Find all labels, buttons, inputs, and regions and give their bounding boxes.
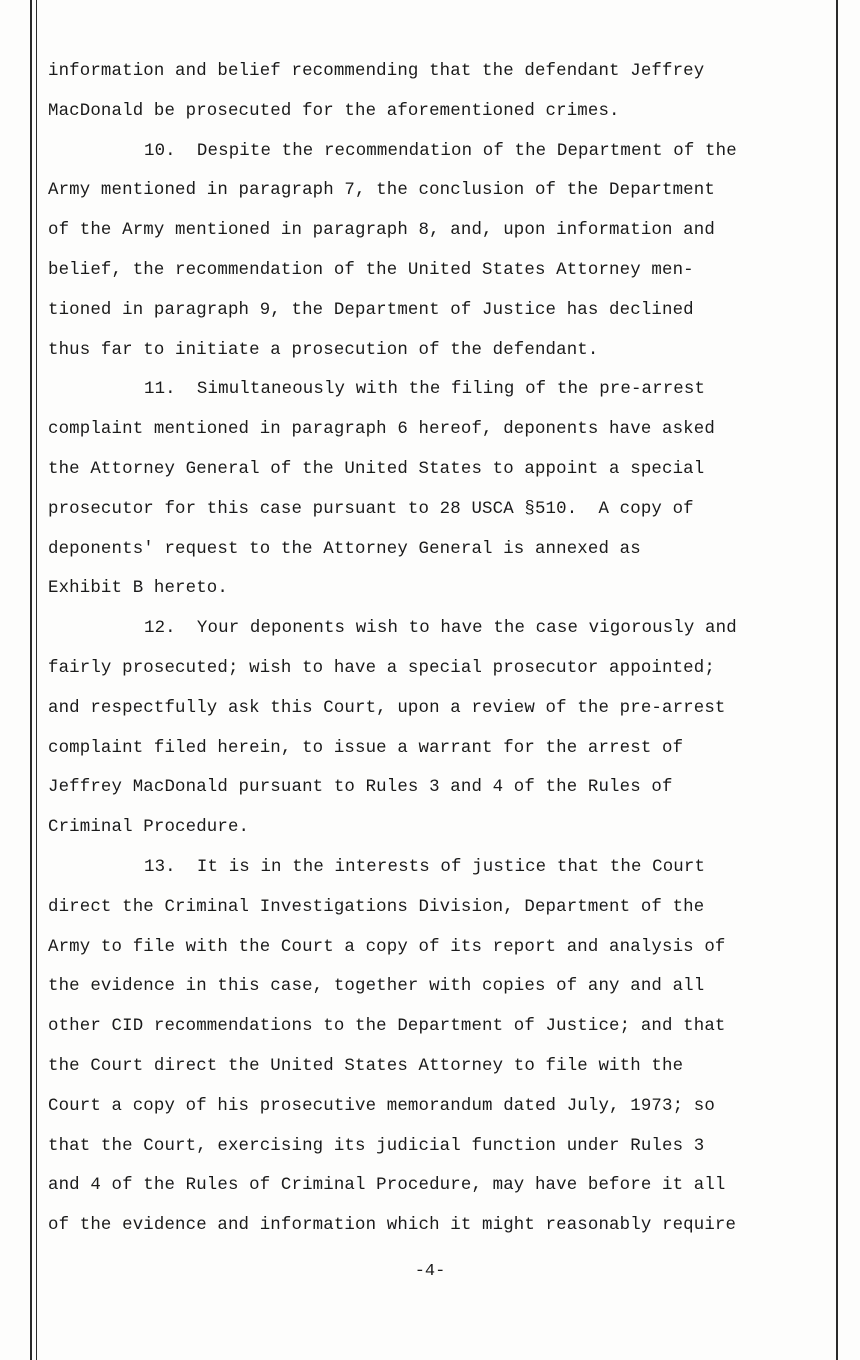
text-line: Court a copy of his prosecutive memorandum dated July, 1973; so [48,1096,715,1116]
text-line: Criminal Procedure. [48,818,250,838]
text-line: the evidence in this case, together with copies of any and all [48,977,705,997]
left-margin-rule [30,0,32,1360]
text-line: prosecutor for this case pursuant to 28 USCA §510. A copy of [48,499,694,519]
text-line: and respectfully ask this Court, upon a review of the pre-arrest [48,698,726,718]
text-line: other CID recommendations to the Department of Justice; and that [48,1017,726,1037]
text-line: thus far to initiate a prosecution of the defendant. [48,340,599,360]
text-line: deponents' request to the Attorney General is annexed as [48,539,641,559]
text-line: Exhibit B hereto. [48,579,228,599]
paragraph-11-first-line: 11. Simultaneously with the filing of the pre-arrest [144,380,706,400]
text-line: the Attorney General of the United States to appoint a special [48,459,705,479]
text-line: complaint mentioned in paragraph 6 hereof, deponents have asked [48,420,715,440]
text-line: that the Court, exercising its judicial function under Rules 3 [48,1136,705,1156]
right-margin-rule [836,0,838,1360]
text-line: complaint filed herein, to issue a warrant for the arrest of [48,738,684,758]
text-line: Jeffrey MacDonald pursuant to Rules 3 and 4 of the Rules of [48,778,673,798]
text-line: Army to file with the Court a copy of its report and analysis of [48,937,726,957]
text-line: Army mentioned in paragraph 7, the conclusion of the Department [48,181,715,201]
paragraph-10-first-line: 10. Despite the recommendation of the Department of the [144,141,737,161]
page-number: -4- [414,1262,446,1281]
text-line: MacDonald be prosecuted for the aforementioned crimes. [48,101,620,121]
text-line: belief, the recommendation of the United States Attorney men- [48,260,694,280]
text-line: of the Army mentioned in paragraph 8, and, upon information and [48,221,715,241]
text-line: the Court direct the United States Attorney to file with the [48,1056,684,1076]
text-line: and 4 of the Rules of Criminal Procedure, may have before it all [48,1176,726,1196]
text-line: direct the Criminal Investigations Division, Department of the [48,897,705,917]
text-line: information and belief recommending that the defendant Jeffrey [48,62,705,81]
text-line: tioned in paragraph 9, the Department of Justice has declined [48,300,694,320]
document-body [48,52,830,1246]
paragraph-12-first-line: 12. Your deponents wish to have the case vigorously and [144,619,737,639]
left-margin-rule-inner [36,0,37,1360]
text-line: fairly prosecuted; wish to have a special prosecutor appointed; [48,658,715,678]
paragraph-13-first-line: 13. It is in the interests of justice that the Court [144,857,706,877]
text-line: of the evidence and information which it might reasonably require [48,1216,737,1236]
